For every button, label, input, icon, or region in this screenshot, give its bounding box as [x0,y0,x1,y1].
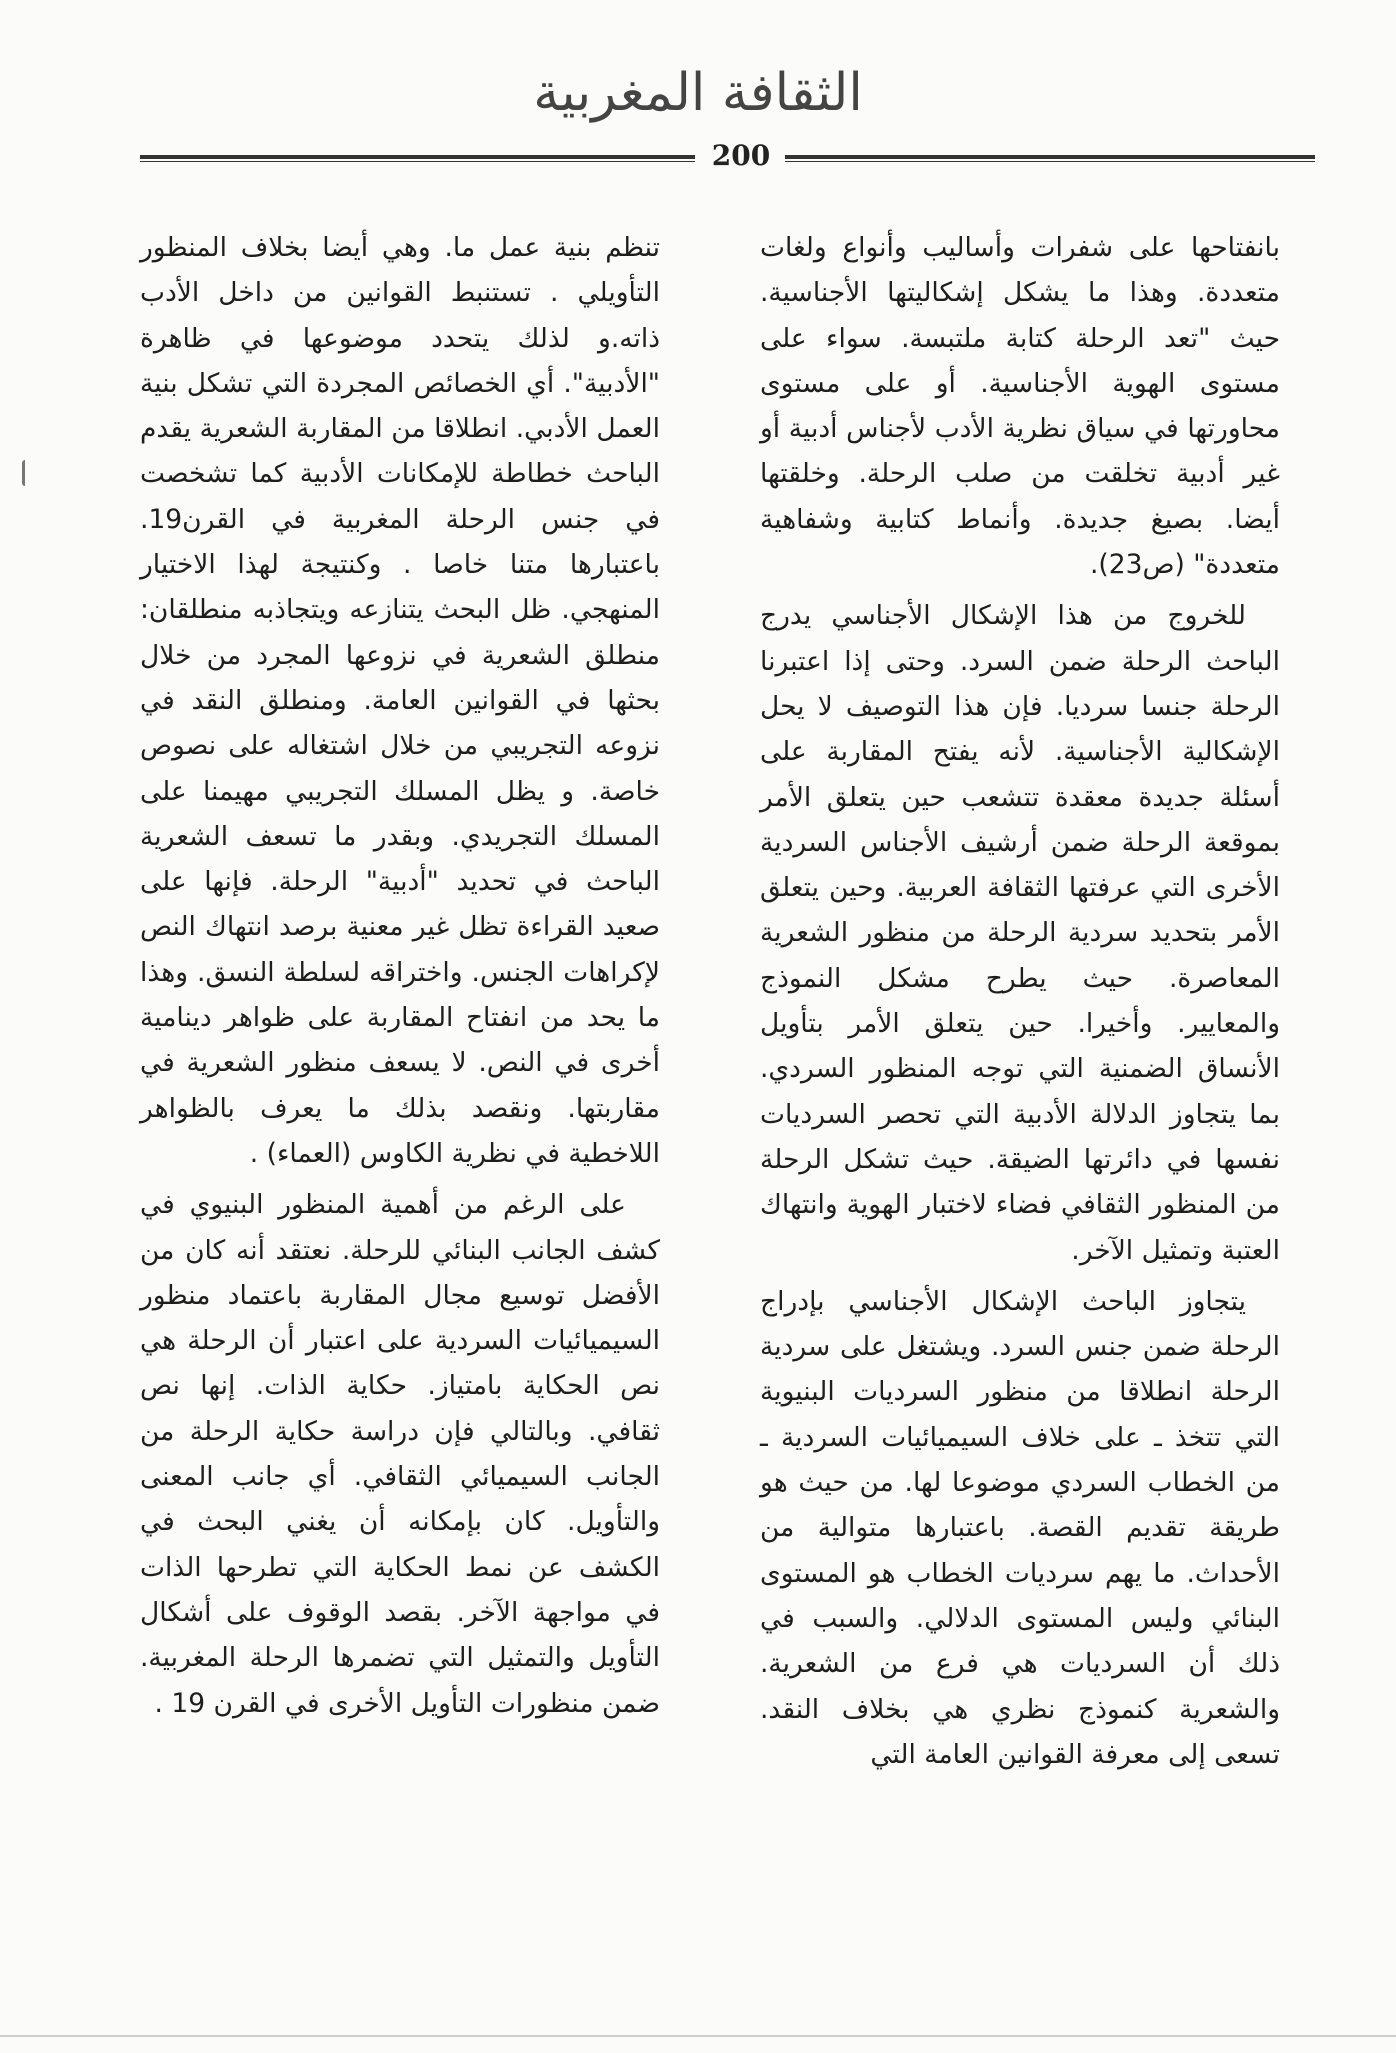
header-rule-left [140,155,695,162]
paragraph: بانفتاحها على شفرات وأساليب وأنواع ولغات متعددة. وهذا ما يشكل إشكاليتها الأجناسية. حيث "تعد الرحلة كتابة ملتبسة. سواء على مستوى الهوية الأجناسية. أو على مستوى محاورتها في سياق نظرية الأدب لأجناس أدبية أو غير أدبية تخلقت من صلب الرحلة. وخلقتها أيضا. بصيغ جديدة. وأنماط كتابية وشفاهية متعددة" (ص23). [760,232,1280,581]
paragraph: على الرغم من أهمية المنظور البنيوي في كشف الجانب البنائي للرحلة. نعتقد أنه كان من الأفضل توسيع مجال المقاربة باعتماد منظور السيميائيات السردية على اعتبار أن الرحلة هي نص الحكاية بامتياز. حكاية الذات. إنها نص ثقافي. وبالتالي فإن دراسة حكاية الرحلة من الجانب السيميائي الثقافي. أي جانب المعنى والتأويل. كان بإمكانه أن يغني البحث في الكشف عن نمط الحكاية التي تطرحها الذات في مواجهة الآخر. بقصد الوقوف على أشكال التأويل والتمثيل التي تضمرها الرحلة المغربية. ضمن منظورات التأويل الأخرى في القرن 19 . [140,1189,660,1719]
page-number: 200 [711,139,771,172]
margin-mark [22,460,31,486]
left-column [140,225,660,1732]
journal-title: الثقافة المغربية [533,63,863,123]
paragraph: يتجاوز الباحث الإشكال الأجناسي بإدراج الرحلة ضمن جنس السرد. ويشتغل على سردية الرحلة انطلاقا من منظور السرديات البنيوية التي تتخذ ـ على خلاف السيميائيات السردية ـ من الخطاب السردي موضوعا لها. من حيث هو طريقة تقديم القصة. باعتبارها متوالية من الأحداث. ما يهم سرديات الخطاب هو المستوى البنائي وليس المستوى الدلالي. والسبب في ذلك أن السرديات هي فرع من الشعرية. والشعرية كنموذج نظري هي بخلاف النقد. تسعى إلى معرفة القوانين العامة التي [760,1285,1280,1770]
bottom-rule [0,2035,1396,2037]
header-rule [140,139,1315,172]
page-header [0,55,1396,131]
paragraph: تنظم بنية عمل ما. وهي أيضا بخلاف المنظور التأويلي . تستنبط القوانين من داخل الأدب ذاته.و لذلك يتحدد موضوعها في ظاهرة "الأدبية". أي الخصائص المجردة التي تشكل بنية العمل الأدبي. انطلاقا من المقاربة الشعرية يقدم الباحث خطاطة للإمكانات الأدبية كما تشخصت في جنس الرحلة المغربية في القرن19. باعتبارها متنا خاصا . وكنتيجة لهذا الاختيار المنهجي. ظل البحث يتنازعه ويتجاذبه منطلقان: منطلق الشعرية في نزوعها المجرد من خلال بحثها في القوانين العامة. ومنطلق النقد في نزوعه التجريبي من خلال اشتغاله على نصوص خاصة. و يظل المسلك التجريبي مهيمنا على المسلك التجريدي. وبقدر ما تسعف الشعرية الباحث في تحديد "أدبية" الرحلة. فإنها على صعيد القراءة تظل غير معنية برصد انتهاك النص لإكراهات الجنس. واختراقه لسلطة النسق. وهذا ما يحد من انفتاح المقاربة على ظواهر دينامية أخرى في النص. لا يسعف منظور الشعرية في مقاربتها. ونقصد بذلك ما يعرف بالظواهر اللاخطية في نظرية الكاوس (العماء) . [140,232,660,1169]
paragraph: للخروج من هذا الإشكال الأجناسي يدرج الباحث الرحلة ضمن السرد. وحتى إذا اعتبرنا الرحلة جنسا سرديا. فإن هذا التوصيف لا يحل الإشكالية الأجناسية. لأنه يفتح المقاربة على أسئلة جديدة معقدة تتشعب حين يتعلق الأمر بموقعة الرحلة ضمن أرشيف الأجناس السردية الأخرى التي عرفتها الثقافة العربية. وحين يتعلق الأمر بتحديد سردية الرحلة من منظور الشعرية المعاصرة. حيث يطرح مشكل النموذج والمعايير. وأخيرا. حين يتعلق الأمر بتأويل الأنساق الضمنية التي توجه المنظور السردي. بما يتجاوز الدلالة الأدبية التي تحصر السرديات نفسها في دائرتها الضيقة. حيث تشكل الرحلة من المنظور الثقافي فضاء لاختبار الهوية وانتهاك العتبة وتمثيل الآخر. [760,600,1280,1266]
right-column [760,225,1280,1783]
header-rule-right [785,155,1315,162]
